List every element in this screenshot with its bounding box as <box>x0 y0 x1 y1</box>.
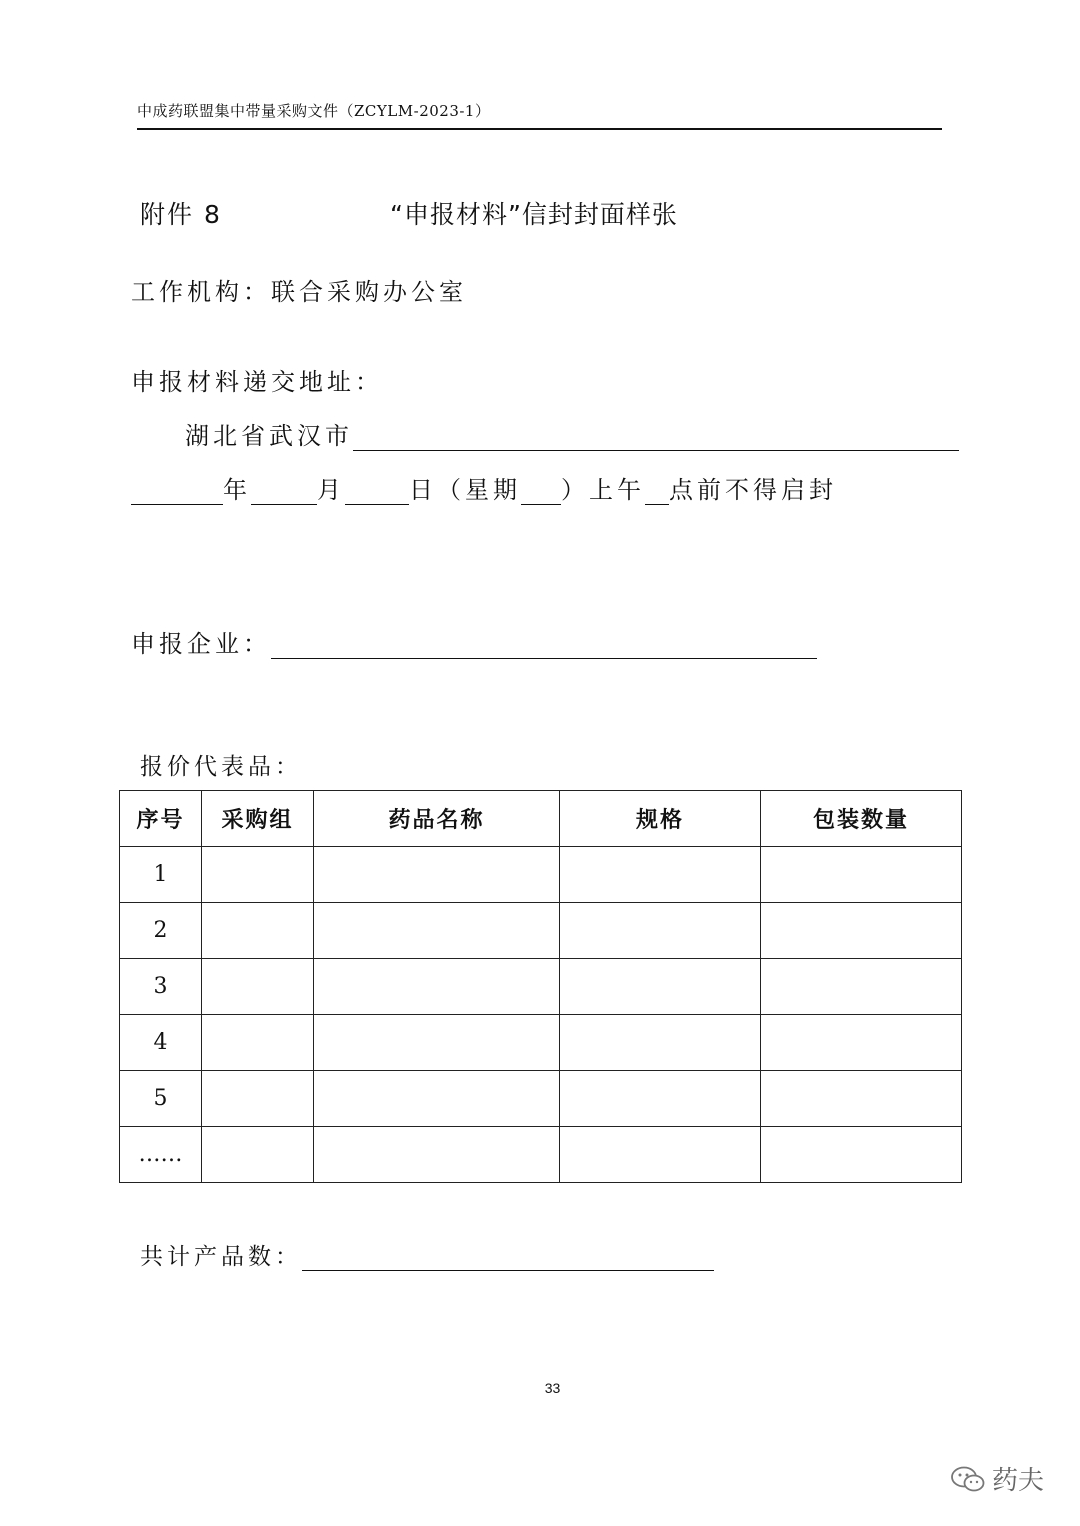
page-title: “申报材料”信封封面样张 <box>390 200 678 229</box>
cell-spec[interactable] <box>560 1127 761 1183</box>
deadline-line <box>131 470 837 505</box>
cell-spec[interactable] <box>560 1015 761 1071</box>
row-index: 5 <box>120 1071 202 1127</box>
cell-package-qty[interactable] <box>761 959 962 1015</box>
cell-drug-name[interactable] <box>314 959 560 1015</box>
company-label: 申报企业： <box>131 630 271 658</box>
address-city: 湖北省武汉市 <box>185 422 353 450</box>
weekday-blank[interactable] <box>521 480 561 505</box>
cell-group[interactable] <box>202 847 314 903</box>
row-index: 2 <box>120 903 202 959</box>
cell-package-qty[interactable] <box>761 1015 962 1071</box>
col-header-drug-name: 药品名称 <box>314 791 560 847</box>
year-blank[interactable] <box>131 480 223 505</box>
document-header: 中成药联盟集中带量采购文件（ZCYLM-2023-1） <box>137 102 491 120</box>
total-line <box>140 1238 714 1271</box>
page-number: 33 <box>544 1380 561 1396</box>
cell-package-qty[interactable] <box>761 1071 962 1127</box>
day-label: 日（星期 <box>409 476 521 504</box>
cell-drug-name[interactable] <box>314 903 560 959</box>
header-divider <box>137 128 942 130</box>
cell-drug-name[interactable] <box>314 847 560 903</box>
col-header-spec: 规格 <box>560 791 761 847</box>
col-header-package-qty: 包装数量 <box>761 791 962 847</box>
address-line <box>185 416 959 451</box>
table-row <box>120 847 962 903</box>
cell-spec[interactable] <box>560 959 761 1015</box>
month-label: 月 <box>317 476 345 504</box>
cell-drug-name[interactable] <box>314 1071 560 1127</box>
watermark <box>950 1460 1044 1497</box>
total-label: 共计产品数： <box>140 1244 302 1270</box>
address-blank[interactable] <box>353 426 959 451</box>
cell-spec[interactable] <box>560 847 761 903</box>
cell-group[interactable] <box>202 1071 314 1127</box>
cell-package-qty[interactable] <box>761 903 962 959</box>
cell-group[interactable] <box>202 903 314 959</box>
hour-blank[interactable] <box>645 480 669 505</box>
row-index: 3 <box>120 959 202 1015</box>
wechat-logo-icon <box>950 1465 986 1493</box>
cell-package-qty[interactable] <box>761 847 962 903</box>
cell-group[interactable] <box>202 1015 314 1071</box>
products-label: 报价代表品： <box>140 754 302 780</box>
row-index: 4 <box>120 1015 202 1071</box>
cell-drug-name[interactable] <box>314 1015 560 1071</box>
products-table <box>119 790 962 1183</box>
cell-drug-name[interactable] <box>314 1127 560 1183</box>
month-blank[interactable] <box>251 480 317 505</box>
deadline-tail: 点前不得启封 <box>669 476 837 504</box>
year-label: 年 <box>223 476 251 504</box>
address-label: 申报材料递交地址： <box>131 368 383 396</box>
table-row <box>120 903 962 959</box>
attachment-label: 附件 8 <box>140 200 222 229</box>
cell-group[interactable] <box>202 1127 314 1183</box>
cell-spec[interactable] <box>560 903 761 959</box>
cell-package-qty[interactable] <box>761 1127 962 1183</box>
cell-group[interactable] <box>202 959 314 1015</box>
col-header-group: 采购组 <box>202 791 314 847</box>
table-row <box>120 1015 962 1071</box>
cell-spec[interactable] <box>560 1071 761 1127</box>
company-line <box>131 624 817 659</box>
day-blank[interactable] <box>345 480 409 505</box>
col-header-index: 序号 <box>120 791 202 847</box>
table-row <box>120 1127 962 1183</box>
total-blank[interactable] <box>302 1246 714 1271</box>
morning-label: ）上午 <box>561 476 645 504</box>
table-row <box>120 1071 962 1127</box>
watermark-text: 药夫 <box>991 1466 1044 1496</box>
agency-line: 工作机构：联合采购办公室 <box>131 278 467 306</box>
row-index: 1 <box>120 847 202 903</box>
table-header-row <box>120 791 962 847</box>
table-row <box>120 959 962 1015</box>
company-blank[interactable] <box>271 634 817 659</box>
row-index: …… <box>120 1127 202 1183</box>
